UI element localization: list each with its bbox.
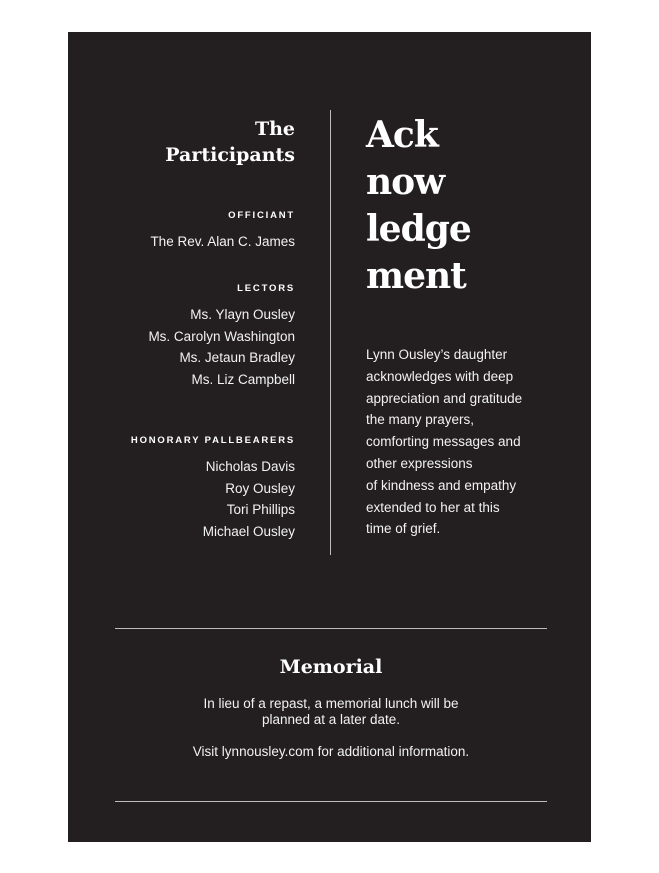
memorial-bottom-divider: [115, 801, 547, 802]
acknowledgement-body: [366, 344, 541, 540]
ack-body-line: comforting messages and: [366, 434, 521, 450]
officiant-name: The Rev. Alan C. James: [150, 234, 295, 249]
acknowledgement-title: [366, 112, 566, 300]
memorial-visit-text: Visit lynnousley.com for additional information.: [192, 744, 470, 759]
ack-title-line: Ack: [366, 114, 438, 156]
pallbearers-list: [65, 456, 295, 542]
ack-body-line: of kindness and empathy: [366, 477, 517, 493]
ack-title-line: ment: [366, 255, 466, 297]
officiant-list: [65, 231, 295, 253]
participants-heading: [108, 116, 295, 168]
memorial-section: [115, 654, 547, 760]
lectors-list: [65, 304, 295, 390]
pallbearer-name: Tori Phillips: [226, 502, 295, 517]
officiant-section: [65, 210, 295, 253]
pallbearer-name: Michael Ousley: [202, 523, 295, 539]
acknowledgement-section: [366, 112, 566, 300]
lector-name: Ms. Jetaun Bradley: [179, 350, 295, 365]
ack-title-line: now: [366, 161, 445, 203]
memorial-top-divider: [115, 628, 547, 629]
lector-name: Ms. Liz Campbell: [191, 371, 295, 387]
ack-body-line: acknowledges with deep: [366, 368, 514, 384]
ack-body-line: appreciation and gratitude: [366, 390, 523, 406]
officiant-label: OFFICIANT: [228, 210, 295, 221]
memorial-title: Memorial: [279, 656, 383, 678]
lector-name: Ms. Ylayn Ousley: [190, 307, 295, 322]
participants-heading-line1: The: [254, 118, 295, 140]
pallbearers-label: HONORARY PALLBEARERS: [130, 435, 295, 446]
participants-section: [108, 116, 295, 168]
program-page: [68, 32, 591, 842]
ack-body-line: extended to her at this: [366, 499, 500, 515]
ack-title-line: ledge: [366, 208, 471, 250]
pallbearer-name: Nicholas Davis: [205, 459, 295, 474]
pallbearers-section: [65, 435, 295, 542]
lectors-section: [65, 283, 295, 390]
ack-body-line: time of grief.: [366, 521, 441, 537]
lectors-label: LECTORS: [237, 283, 295, 294]
participants-heading-line2: Participants: [165, 144, 295, 166]
ack-body-line: Lynn Ousley’s daughter: [366, 347, 508, 362]
memorial-note: In lieu of a repast, a memorial lunch will be planned at a later date.: [203, 696, 459, 727]
ack-body-line: the many prayers,: [366, 412, 475, 428]
pallbearer-name: Roy Ousley: [225, 480, 295, 496]
ack-body-line: other expressions: [366, 455, 473, 471]
lector-name: Ms. Carolyn Washington: [148, 328, 295, 344]
vertical-divider: [330, 110, 331, 555]
